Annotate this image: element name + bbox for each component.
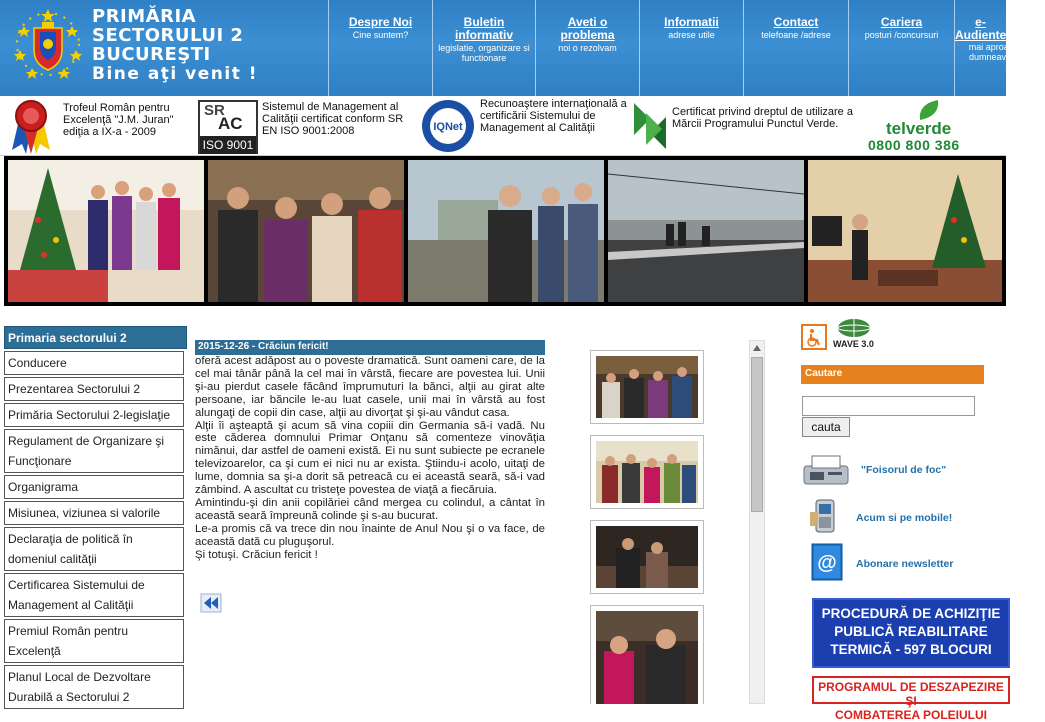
banner-line: PUBLICĂ REABILITARE (834, 624, 988, 639)
nav-title: Informatii (664, 15, 719, 29)
gallery-thumbnail[interactable] (590, 520, 704, 594)
cert-iso-text: Sistemul de Management al Calităţii certificat conform SR EN ISO 9001:2008 (262, 101, 404, 137)
gallery-thumbnail[interactable] (590, 350, 704, 424)
crest-icon (14, 6, 82, 82)
sidebar-item-premiul-roman[interactable]: Premiul Român pentru Excelenţă (4, 619, 184, 663)
main-nav (328, 0, 1032, 96)
mobile-phone-icon[interactable] (808, 498, 844, 534)
banner-deszapezire[interactable] (812, 676, 1010, 722)
link-abonare-newsletter[interactable]: Abonare newsletter (856, 558, 954, 570)
nav-title: Cariera (880, 15, 923, 29)
logo-title-line2: SECTORULUI 2 (92, 25, 244, 46)
photo-gallery-strip (4, 156, 1006, 306)
article-paragraph: Amintindu-şi din anii copilăriei când mergea cu colindul, a cântat în această seară împreună colinde şi s-au bucurat. (195, 496, 545, 522)
accessibility-icon[interactable] (801, 324, 827, 350)
nav-subtitle: posturi /concursuri (864, 30, 939, 40)
certificates-strip (0, 96, 1006, 156)
right-sidebar (798, 314, 1010, 722)
logo-welcome: Bine aţi venit ! (92, 64, 259, 84)
thumbnail-image (596, 441, 698, 503)
telverde-banner[interactable] (856, 96, 1006, 156)
nav-title: Contact (773, 15, 819, 29)
nav-title: Aveti o problema (560, 15, 615, 42)
logo-title-line1: PRIMĂRIA (92, 6, 197, 27)
nav-title: e-Audiente (955, 15, 1007, 42)
nav-despre-noi[interactable] (328, 0, 432, 96)
photo-residents-group[interactable] (208, 160, 404, 302)
photo-christmas-group[interactable] (8, 160, 204, 302)
thumbnail-image (596, 611, 698, 704)
nav-subtitle: noi o rezolvam (558, 43, 617, 53)
scrollbar-thumb[interactable] (751, 357, 763, 512)
award-medal-icon (8, 98, 54, 154)
sidebar-item-prezentarea-sectorului[interactable]: Prezentarea Sectorului 2 (4, 377, 184, 401)
iso-logo-sr: SR (204, 102, 225, 119)
cert-iqnet[interactable] (418, 96, 630, 156)
svg-text:@: @ (817, 552, 837, 574)
telverde-phone: 0800 800 386 (868, 137, 960, 153)
sidebar-item-planul-local[interactable]: Planul Local de Dezvoltare Durabilă a Sectorului 2 (4, 665, 184, 709)
iso-logo-ac: AC (218, 114, 243, 133)
cert-iso[interactable] (196, 96, 418, 156)
wave-globe-icon[interactable] (836, 317, 872, 339)
logo-title-line3: BUCUREŞTI (92, 44, 211, 65)
gallery-scrollbar[interactable] (749, 340, 765, 704)
gallery-thumbnail[interactable] (590, 435, 704, 509)
sidebar-item-misiunea[interactable]: Misiunea, viziunea si valorile (4, 501, 184, 525)
article-paragraph: Le-a promis că va trece din nou înainte de Anul Nou şi o va face, de această dată cu pluguşorul. (195, 522, 545, 548)
wave-label: WAVE 3.0 (833, 339, 874, 349)
article-paragraph: Alţii îi aşteaptă şi acum să vina copiii din Germania să-i vadă. Nu este căderea domnului Primar Onţanu să comenteze vinovăţia nimănui, dar astfel de oameni există. Ei nu sunt subiecte pe ecranele televizoarelor, ca şi cum ei nici nu ar exista. Ştiindu-i acolo, uitaţi de lume, domnia sa şi-a dorit să petreacă cu ei această seară, să-i vad zâmbind. A ascultat cu tristeţe povestea de viaţă a fiecăruia. (195, 419, 545, 497)
banner-line: PROCEDURĂ DE ACHIZIŢIE (821, 606, 1001, 621)
nav-informatii[interactable] (639, 0, 743, 96)
cert-juran[interactable] (0, 96, 195, 156)
telverde-name: telverde (886, 119, 952, 138)
search-header: Cautare (801, 365, 984, 384)
newsletter-icon[interactable] (808, 542, 846, 582)
banner-reabilitare-termica[interactable] (812, 598, 1010, 668)
sidebar-menu-header[interactable]: Primaria sectorului 2 (4, 326, 187, 349)
nav-title: Despre Noi (348, 15, 413, 29)
nav-buletin-informativ[interactable] (432, 0, 535, 96)
iso-logo (198, 100, 258, 154)
thumbnail-image (596, 526, 698, 588)
banner-line: COMBATEREA POLEIULUI (835, 708, 987, 722)
site-header (0, 0, 1032, 96)
green-arrows-icon (632, 101, 668, 151)
cert-juran-text: Trofeul Român pentru Excelenţă "J.M. Juran" ediţia a IX-a - 2009 (63, 102, 174, 138)
scroll-up-arrow-icon[interactable] (750, 341, 764, 355)
cert-punctul-verde[interactable] (630, 96, 855, 156)
iso-logo-9001: ISO 9001 (200, 136, 256, 154)
sidebar-item-organigrama[interactable]: Organigrama (4, 475, 184, 499)
search-button[interactable]: cauta (802, 417, 850, 437)
nav-subtitle: adrese utile (668, 30, 715, 40)
sidebar-item-conducere[interactable]: Conducere (4, 351, 184, 375)
banner-line: TERMICĂ - 597 BLOCURI (830, 642, 992, 657)
search-input[interactable] (802, 396, 975, 416)
article-paragraph: oferă acest adăpost au o poveste dramatică. Sunt oameni care, de la cel mai tânăr până la cel mai în vârstă, fiecare are povestea lui. Unii şi-au pierdut casele făcând împrumuturi la bănci, alţii au girat alte persoane, iar băncile le-au luat casele, unii mai în vârstă au fost alungaţi de copii din case, alţii au divorţat şi şi-au vândut casa. (195, 355, 545, 419)
photo-outdoor-visit[interactable] (408, 160, 604, 302)
nav-cariera[interactable] (848, 0, 954, 96)
nav-e-audiente[interactable] (954, 0, 1032, 96)
iqnet-logo-label: IQNet (433, 121, 463, 133)
site-logo[interactable] (6, 4, 328, 92)
nav-subtitle: Cine suntem? (352, 30, 409, 40)
photo-bridge[interactable] (608, 160, 804, 302)
article-title: 2015-12-26 - Crăciun fericit! (195, 340, 545, 355)
sidebar-item-legislatie[interactable]: Primăria Sectorului 2-legislaţie (4, 403, 184, 427)
thumbnail-image (596, 356, 698, 418)
back-arrow-icon[interactable] (201, 594, 221, 612)
cert-verde-text: Certificat privind dreptul de utilizare a Mărcii Programului Punctul Verde. (672, 106, 853, 130)
nav-subtitle: mai aproape de dumneavoastra (968, 42, 1032, 62)
link-foisorul-de-foc[interactable]: "Foisorul de foc" (861, 464, 947, 476)
banner-line: PROGRAMUL DE DESZAPEZIRE ŞI (818, 680, 1004, 708)
nav-subtitle: legislatie, organizare si functionare (438, 43, 530, 63)
fax-icon[interactable] (802, 452, 850, 488)
gallery-thumbnail[interactable] (590, 605, 704, 704)
news-article (195, 340, 545, 562)
sidebar-item-certificarea-sistemului[interactable]: Certificarea Sistemului de Management al Calităţii (4, 573, 184, 617)
link-acum-pe-mobile[interactable]: Acum si pe mobile! (856, 512, 953, 524)
nav-aveti-o-problema[interactable] (535, 0, 639, 96)
nav-subtitle: telefoane /adrese (761, 30, 831, 40)
article-paragraph: Şi totuşi. Crăciun fericit ! (195, 548, 318, 561)
nav-title: Buletin informativ (454, 15, 513, 42)
left-sidebar-menu (4, 326, 187, 709)
sidebar-item-regulament[interactable]: Regulament de Organizare şi Funcţionare (4, 429, 184, 473)
cert-iqnet-text: Recunoaştere internaţională a certificării Sistemului de Management al Calităţii (480, 98, 627, 134)
nav-contact[interactable] (743, 0, 848, 96)
photo-christmas-room[interactable] (808, 160, 1002, 302)
sidebar-item-declaratia-politica[interactable]: Declaraţia de politică în domeniul calităţii (4, 527, 184, 571)
iqnet-logo-icon (420, 98, 476, 154)
